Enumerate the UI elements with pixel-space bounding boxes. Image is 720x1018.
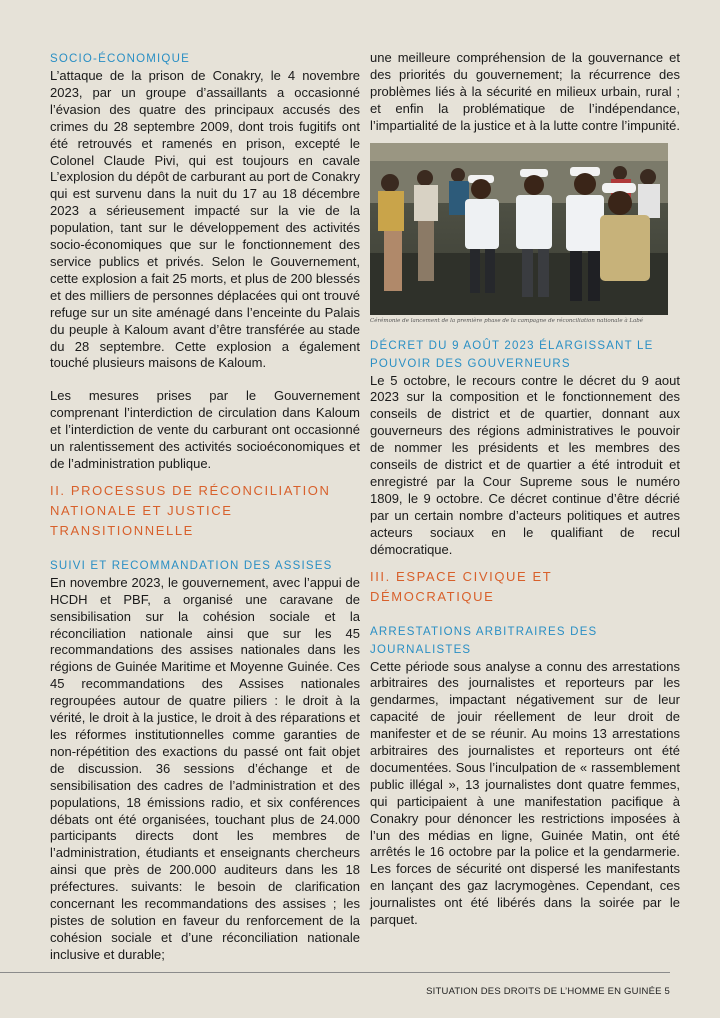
photo-caption: Cérémonie de lancement de la première phase de la campagne de réconciliation nationale à Labé — [370, 317, 644, 324]
left-column — [50, 50, 360, 964]
paragraph-continuation: une meilleure compréhension de la gouvernance et des priorités du gouvernement; la récurrence des problèmes liés à la sécurité en milieux urbain, rural ; et enfin la problématique de l’indépendance, l’impartialité de la justice et à la lutte contre l’impunité. — [370, 50, 680, 133]
event-photo-illustration — [370, 143, 668, 315]
section-heading-reconciliation: II. PROCESSUS DE RÉCONCILIATION NATIONALE ET JUSTICE TRANSITIONNELLE — [50, 482, 331, 538]
heading-decret: DÉCRET DU 9 AOÛT 2023 ÉLARGISSANT LE POUVOIR DES GOUVERNEURS — [370, 339, 654, 370]
heading-suivi-assises: SUIVI ET RECOMMANDATION DES ASSISES — [50, 559, 333, 572]
footer-divider — [0, 972, 670, 973]
paragraph-government-measures: Les mesures prises par le Gouvernement comprenant l’interdiction de circulation dans Kaloum et l’interdiction de vente du carburant ont occasionné un ralentissement des activités socioéconomiques et de l’administration publique. — [50, 388, 360, 471]
paragraph-prison-attack: L’attaque de la prison de Conakry, le 4 novembre 2023, par un groupe d’assaillants a occasionné l’évasion des quatre des principaux accusés des crimes du 28 septembre 2009, dont trois fugitifs ont été retrouvés et ramenés en prison, excepté le Colonel Claude Pivi, qui est toujours en cavale L’explosion du dépôt de carburant au port de Conakry qui est survenu dans la nuit du 17 au 18 décembre 2023 a sérieusement impacté sur la vie de la population, tant sur le développement des activités socio-économiques que sur le fonctionnement des service publics et privés. Selon le Gouvernement, cette explosion a fait 25 morts, et plus de 200 blessés et des milliers de personnes déplacées qui ont trouvé refuge sur un site aménagé dans l’enceinte du Palais du peuple à Kaloum avant d’être transférée au stade du 28 septembre. Cette explosion a également touché plusieurs maisons de Kaloum. — [50, 68, 360, 371]
event-photo — [370, 143, 668, 315]
paragraph-arrestations: Cette période sous analyse a connu des arrestations arbitraires des journalistes et reporteurs par les gendarmes, impactant négativement sur de leur capacité de jouir réellement de leur droit de manifester et de se réunir. Au moins 13 arrestations arbitraires des journalistes et reporteurs ont été documentées. Sous l’inculpation de « rassemblement public illégal », 13 journalistes dont quatre femmes, qui participaient à une manifestation pacifique à Conakry pour dénoncer les restrictions imposées à l’un des médias en ligne, Guinée Matin, ont été arrêtés le 16 octobre par la police et la gendarmerie. Les forces de sécurité ont dispersé les manifestants en lançant des gaz lacrymogènes. Cependant, ces journalistes ont été libérés dans la soirée par le parquet. — [370, 658, 680, 928]
heading-arrestations: ARRESTATIONS ARBITRAIRES DES JOURNALISTES — [370, 625, 598, 656]
footer-page-label: SITUATION DES DROITS DE L’HOMME EN GUINÉE 5 — [426, 986, 670, 997]
paragraph-decret: Le 5 octobre, le recours contre le décret du 9 aout 2023 sur la composition et le fonctionnement des conseils de district et de quartier, donnant aux gouverneurs des régions administratives le pouvoir de nommer les présidents et les membres des conseils de district et de quartier a été introduit et enregistré par la Cour Supreme sous le numéro 1809, le 9 octobre. Ce décret continue d’être décrié par un certain nombre d’acteurs politiques et autres acteurs sociaux en le qualifiant de recul démocratique. — [370, 372, 680, 557]
paragraph-caravane: En novembre 2023, le gouvernement, avec l’appui de HCDH et PBF, a organisé une caravane de sensibilisation sur la cohésion sociale et la réconciliation nationale ainsi que sur les 45 recommandations des assises nationales dans les régions de Guinée Maritime et Moyenne Guinée. Ces 45 recommandations des Assises nationales regroupées autour de quatre piliers : le droit à la vérité, le droit à la justice, le droit à des réparations et les réformes institutionnelles comme garanties de non-répétition des exactions du passé ont fait objet de discussion. 36 sessions d’échange et de sensibilisation des cadres de l’administration et des populations, 18 émissions radio, et six conférences débats ont été organisées, touchant plus de 24.000 participants directs dont les membres de l’administration, étudiants et enseignants chercheurs ainsi que près de 200.000 auditeurs dans les 18 préfectures. suivants: le besoin de clarification concernant les recommandations des assises ; les pistes de solution en faveur du renforcement de la cohésion sociale et d’une réconciliation nationale inclusive et durable; — [50, 574, 360, 962]
heading-socio-economique: SOCIO-ÉCONOMIQUE — [50, 53, 190, 65]
right-column — [370, 50, 680, 929]
section-heading-espace-civique: III. ESPACE CIVIQUE ET DÉMOCRATIQUE — [370, 568, 553, 604]
